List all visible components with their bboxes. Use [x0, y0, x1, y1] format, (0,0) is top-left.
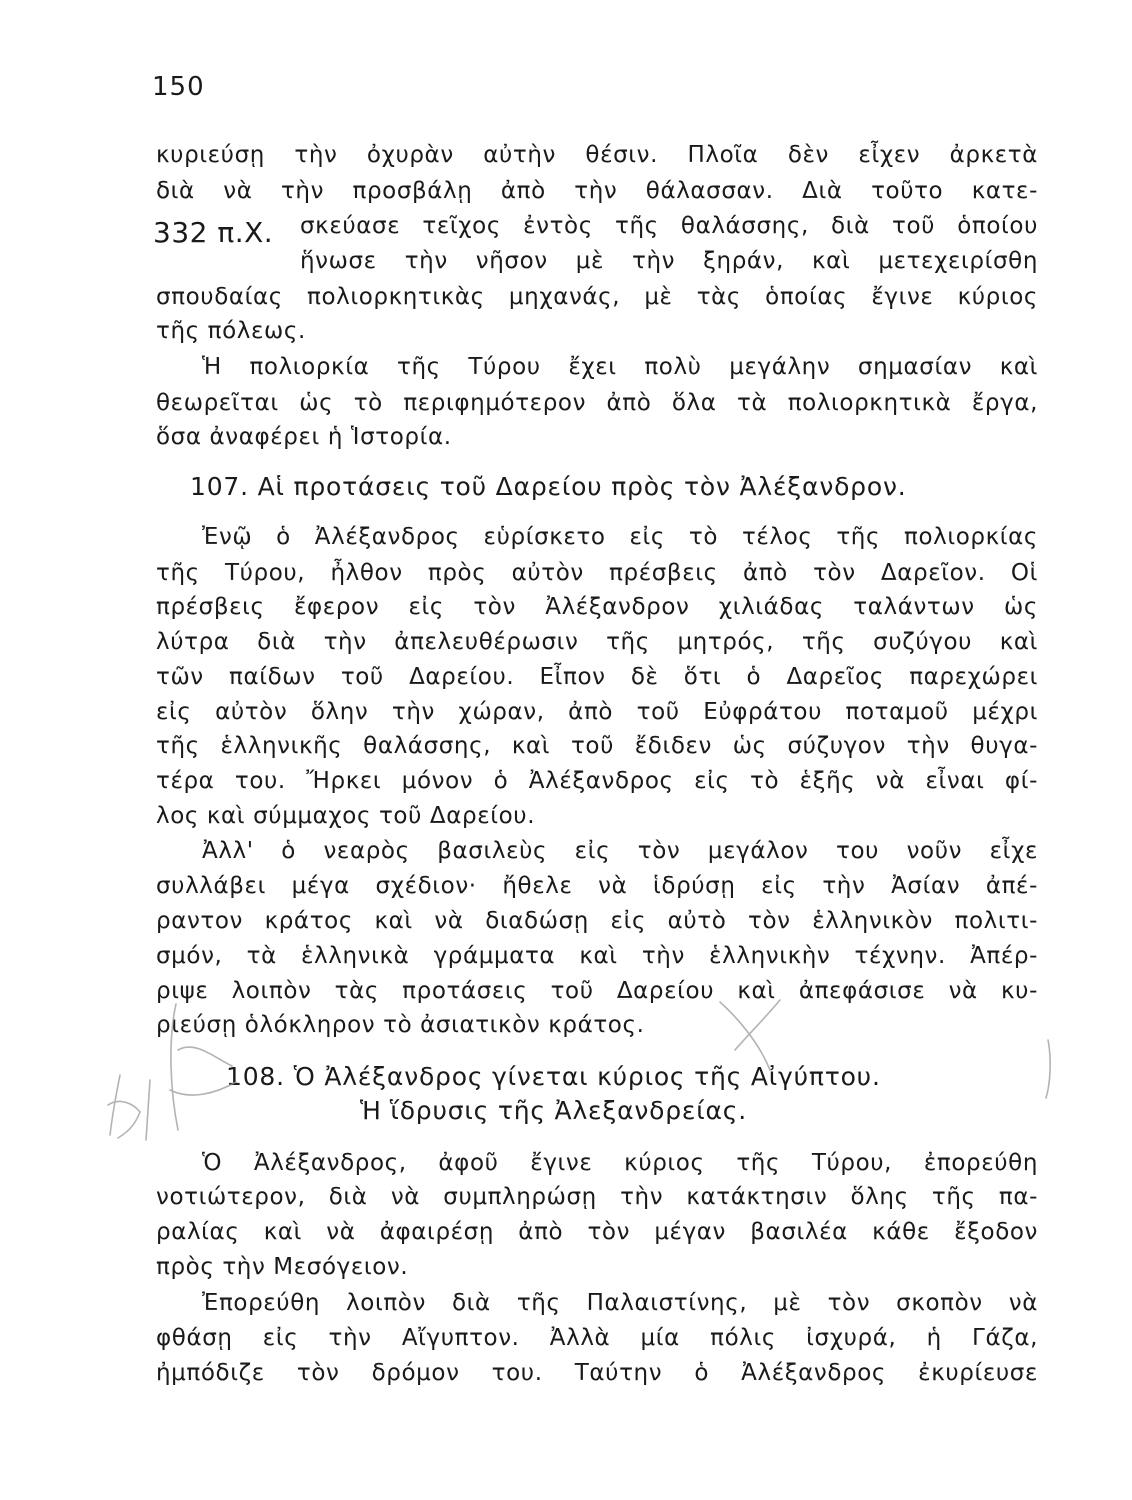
text-line: φθάσῃ εἰς τὴν Αἴγυπτον. Ἀλλὰ μία πόλις ἰσχυρά, ἡ Γάζα,: [156, 1325, 1038, 1351]
text-line: πρὸς τὴν Μεσόγειον.: [156, 1254, 409, 1280]
text-line: συλλάβει μέγα σχέδιον· ἤθελε νὰ ἱδρύσῃ εἰς τὴν Ἀσίαν ἀπέ-: [156, 873, 1038, 899]
text-line: τέρα του. Ἤρκει μόνον ὁ Ἀλέξανδρος εἰς τὸ ἑξῆς νὰ εἶναι φί-: [156, 768, 1038, 794]
section-subheading-108: Ἡ ἵδρυσις τῆς Ἀλεξανδρείας.: [360, 1096, 747, 1125]
text-line: ὅσα ἀναφέρει ἡ Ἱστορία.: [156, 424, 452, 450]
text-line: ἠμπόδιζε τὸν δρόμον του. Ταύτην ὁ Ἀλέξανδρος ἐκυρίευσε: [156, 1360, 1038, 1386]
text-line: ἥνωσε τὴν νῆσον μὲ τὴν ξηράν, καὶ μετεχειρίσθη: [300, 248, 1038, 274]
text-line: σμόν, τὰ ἑλληνικὰ γράμματα καὶ τὴν ἑλληνικὴν τέχνην. Ἀπέρ-: [156, 943, 1038, 969]
text-line: ριεύσῃ ὁλόκληρον τὸ ἀσιατικὸν κράτος.: [156, 1012, 645, 1038]
text-line: διὰ νὰ τὴν προσβάλῃ ἀπὸ τὴν θάλασσαν. Διὰ τοῦτο κατε-: [156, 178, 1038, 204]
text-line: ραντον κράτος καὶ νὰ διαδώσῃ εἰς αὐτὸ τὸν ἑλληνικὸν πολιτι-: [156, 908, 1038, 934]
text-line: τῶν παίδων τοῦ Δαρείου. Εἶπον δὲ ὅτι ὁ Δαρεῖος παρεχώρει: [156, 664, 1038, 690]
page-number: 150: [152, 72, 205, 102]
text-line: τῆς ἑλληνικῆς θαλάσσης, καὶ τοῦ ἔδιδεν ὡς σύζυγον τὴν θυγα-: [156, 733, 1038, 759]
text-line: σκεύασε τεῖχος ἐντὸς τῆς θαλάσσης, διὰ τοῦ ὁποίου: [300, 213, 1038, 239]
text-line: ριψε λοιπὸν τὰς προτάσεις τοῦ Δαρείου καὶ ἀπεφάσισε νὰ κυ-: [156, 978, 1038, 1004]
text-line: Ἀλλ' ὁ νεαρὸς βασιλεὺς εἰς τὸν μεγάλον του νοῦν εἶχε: [202, 838, 1038, 864]
text-line: Ἐνῷ ὁ Ἀλέξανδρος εὑρίσκετο εἰς τὸ τέλος τῆς πολιορκίας: [202, 524, 1038, 550]
text-line: ραλίας καὶ νὰ ἀφαιρέσῃ ἀπὸ τὸν μέγαν βασιλέα κάθε ἔξοδον: [156, 1219, 1038, 1245]
text-line: λύτρα διὰ τὴν ἀπελευθέρωσιν τῆς μητρός, τῆς συζύγου καὶ: [156, 629, 1038, 655]
marginal-date-note: 332 π.Χ.: [153, 216, 274, 249]
text-line: τῆς πόλεως.: [156, 318, 306, 344]
text-line: νοτιώτερον, διὰ νὰ συμπληρώσῃ τὴν κατάκτησιν ὅλης τῆς πα-: [156, 1184, 1038, 1210]
text-line: Ἡ πολιορκία τῆς Τύρου ἔχει πολὺ μεγάλην σημασίαν καὶ: [202, 354, 1038, 380]
text-line: πρέσβεις ἔφερον εἰς τὸν Ἀλέξανδρον χιλιάδας ταλάντων ὡς: [156, 594, 1038, 620]
text-line: Ὁ Ἀλέξανδρος, ἀφοῦ ἔγινε κύριος τῆς Τύρου, ἐπορεύθη: [202, 1150, 1038, 1176]
text-line: θεωρεῖται ὡς τὸ περιφημότερον ἀπὸ ὅλα τὰ πολιορκητικὰ ἔργα,: [156, 390, 1038, 416]
text-line: εἰς αὐτὸν ὅλην τὴν χώραν, ἀπὸ τοῦ Εὐφράτου ποταμοῦ μέχρι: [156, 699, 1038, 725]
text-line: τῆς Τύρου, ἦλθον πρὸς αὐτὸν πρέσβεις ἀπὸ τὸν Δαρεῖον. Οἱ: [156, 560, 1038, 586]
text-line: Ἐπορεύθη λοιπὸν διὰ τῆς Παλαιστίνης, μὲ τὸν σκοπὸν νὰ: [202, 1290, 1038, 1316]
section-heading-108: 108. Ὁ Ἀλέξανδρος γίνεται κύριος τῆς Αἰγύπτου.: [226, 1062, 881, 1091]
text-line: κυριεύσῃ τὴν ὀχυρὰν αὐτὴν θέσιν. Πλοῖα δὲν εἶχεν ἀρκετὰ: [156, 142, 1038, 168]
text-line: λος καὶ σύμμαχος τοῦ Δαρείου.: [156, 803, 536, 829]
section-heading-107: 107. Αἱ προτάσεις τοῦ Δαρείου πρὸς τὸν Ἀλέξανδρον.: [190, 472, 907, 501]
text-line: σπουδαίας πολιορκητικὰς μηχανάς, μὲ τὰς ὁποίας ἔγινε κύριος: [156, 284, 1038, 310]
